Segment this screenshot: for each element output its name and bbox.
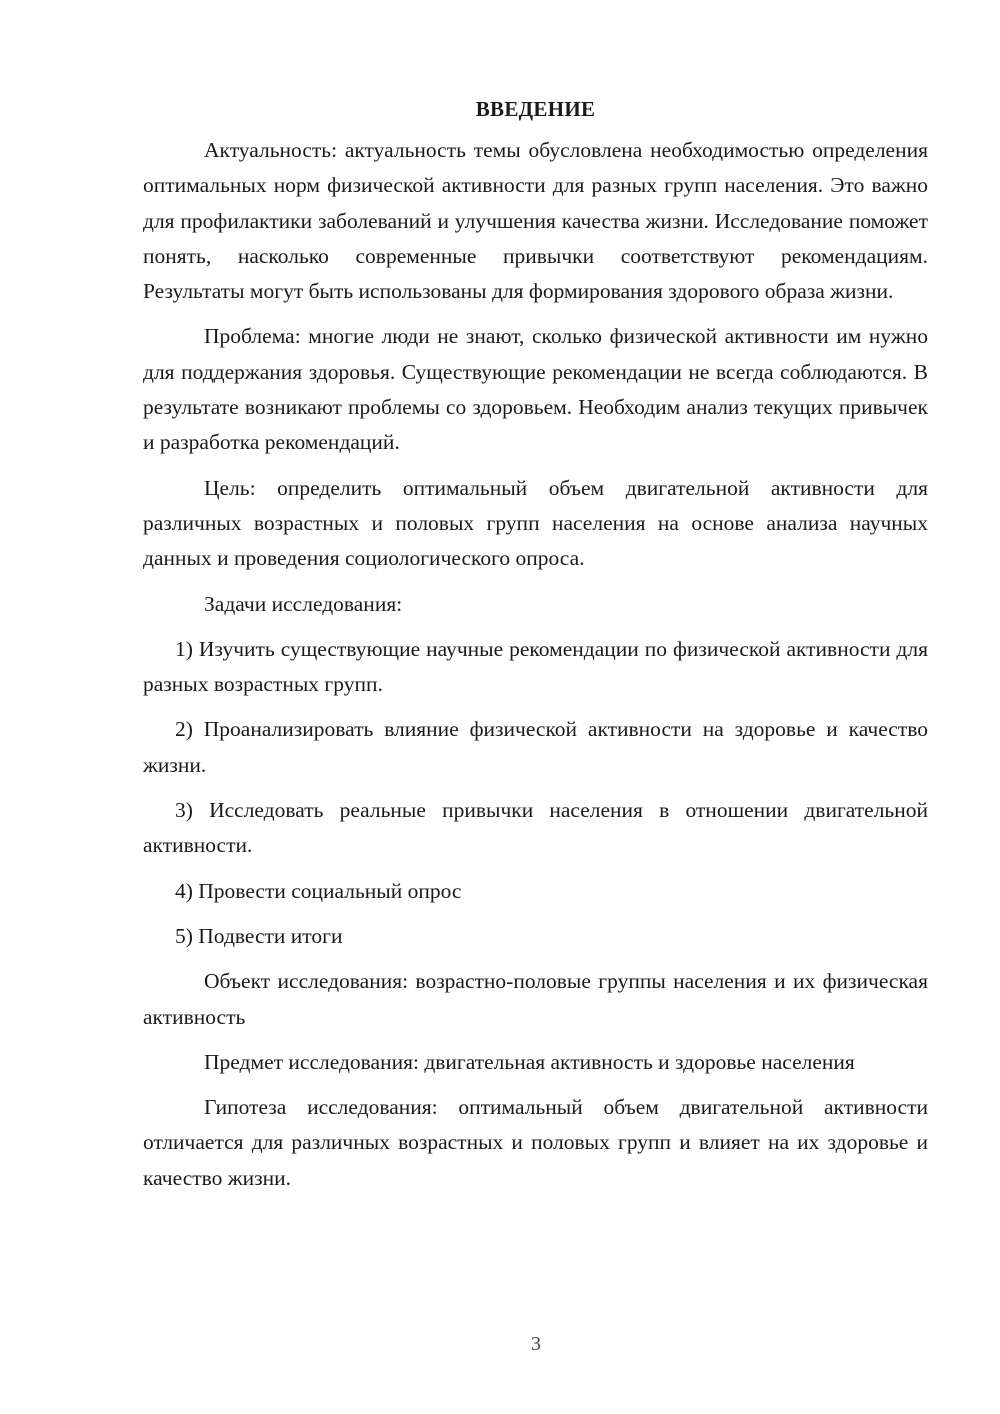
task-item: 5) Подвести итоги: [175, 923, 343, 948]
subject-paragraph: Предмет исследования: двигательная активность и здоровье населения: [204, 1049, 855, 1074]
relevance-paragraph: Актуальность: актуальность темы обусловлена необходимостью определения оптимальных норм физической активности для разных групп населения. Это важно для профилактики заболеваний и улучшения качества жизни. Исследование поможет понять, насколько современные привычки соответствуют рекомендациям. Результаты могут быть использованы для формирования здорового образа жизни.: [143, 138, 928, 304]
hypothesis-paragraph: Гипотеза исследования: оптимальный объем двигательной активности отличается для различных возрастных и половых групп и влияет на их здоровье и качество жизни.: [143, 1095, 928, 1190]
task-item: 2) Проанализировать влияние физической активности на здоровье и качество жизни.: [143, 717, 928, 777]
section-heading: ВВЕДЕНИЕ: [475, 97, 596, 121]
object-paragraph: Объект исследования: возрастно-половые группы населения и их физическая активность: [143, 969, 928, 1029]
task-item: 1) Изучить существующие научные рекомендации по физической активности для разных возрастных групп.: [143, 636, 928, 697]
tasks-intro: Задачи исследования:: [204, 591, 403, 616]
task-item: 3) Исследовать реальные привычки населения в отношении двигательной активности.: [143, 798, 928, 858]
tasks-list: [143, 632, 928, 954]
document-page: [143, 92, 928, 1206]
page-number: 3: [531, 1333, 541, 1355]
goal-paragraph: Цель: определить оптимальный объем двигательной активности для различных возрастных и половых групп населения на основе анализа научных данных и проведения социологического опроса.: [143, 475, 928, 571]
task-item: 4) Провести социальный опрос: [175, 878, 462, 903]
problem-paragraph: Проблема: многие люди не знают, сколько физической активности им нужно для поддержания здоровья. Существующие рекомендации не всегда соблюдаются. В результате возникают проблемы со здоровьем. Необходим анализ текущих привычек и разработка рекомендаций.: [143, 324, 928, 455]
